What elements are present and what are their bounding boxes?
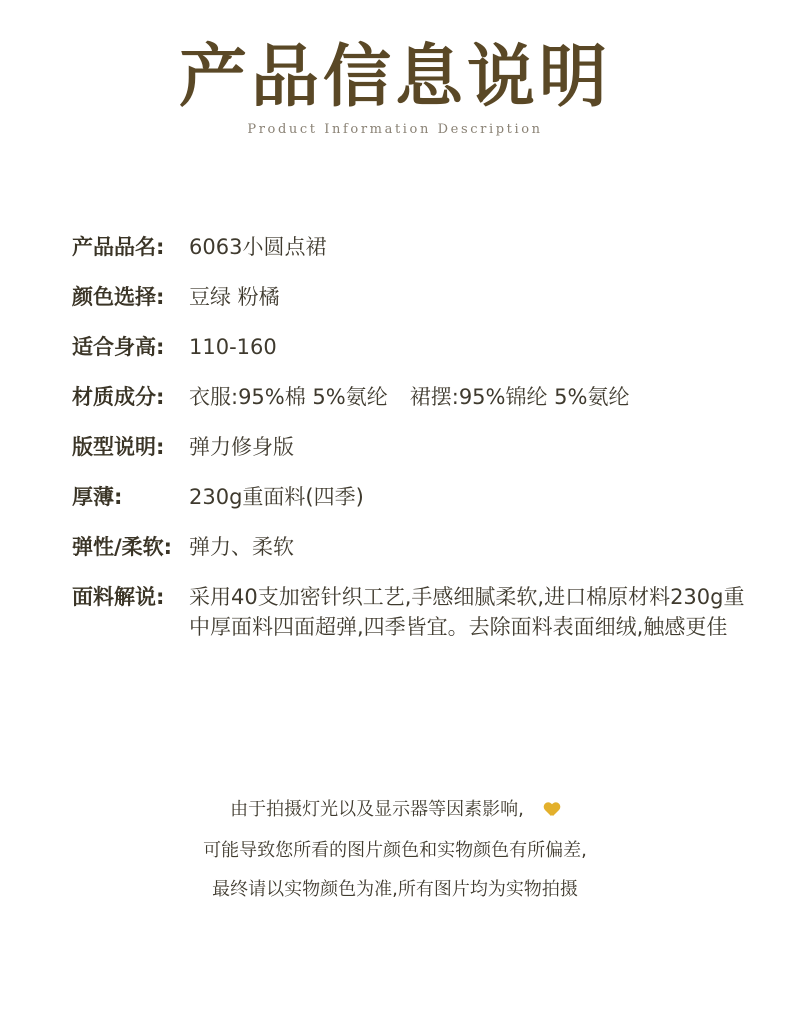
spec-label: 材质成分: (72, 385, 165, 409)
disclaimer-line-2: 可能导致您所看的图片颜色和实物颜色有所偏差, (203, 840, 587, 861)
spec-value: 豆绿 粉橘 (189, 285, 280, 309)
spec-row-fabric (72, 582, 762, 642)
spec-row-material (72, 382, 762, 432)
heart-icon (544, 803, 560, 817)
spec-row-height (72, 332, 762, 382)
spec-label: 产品品名: (72, 235, 165, 259)
spec-row-fit (72, 432, 762, 482)
spec-value (189, 382, 630, 412)
spec-value-skirt: 裙摆:95%锦纶 5%氨纶 (409, 385, 630, 409)
spec-list (72, 232, 762, 642)
spec-row-thickness (72, 482, 762, 532)
spec-value: 弹力、柔软 (189, 535, 294, 559)
spec-value-top: 衣服:95%棉 5%氨纶 (189, 385, 388, 409)
spec-label: 弹性/柔软: (72, 535, 173, 559)
spec-label: 版型说明: (72, 435, 165, 459)
spec-value: 6063小圆点裙 (189, 235, 327, 259)
disclaimer-text: 由于拍摄灯光以及显示器等因素影响, (230, 799, 524, 820)
spec-label: 厚薄: (72, 485, 123, 509)
spec-label: 颜色选择: (72, 285, 165, 309)
spec-value: 采用40支加密针织工艺,手感细腻柔软,进口棉原材料230g重中厚面料四面超弹,四季皆宜。去除面料表面细绒,触感更佳 (189, 585, 745, 639)
spec-value: 230g重面料(四季) (189, 485, 364, 509)
spec-value: 110-160 (189, 335, 277, 359)
spec-row-elasticity (72, 532, 762, 582)
spec-label: 面料解说: (72, 585, 165, 609)
spec-value: 弹力修身版 (189, 435, 294, 459)
disclaimer-line-3: 最终请以实物颜色为准,所有图片均为实物拍摄 (212, 879, 578, 900)
spec-row-name (72, 232, 762, 282)
page-subtitle: Product Information Description (247, 122, 543, 137)
spec-label: 适合身高: (72, 335, 165, 359)
spec-row-color (72, 282, 762, 332)
disclaimer-line-1 (0, 797, 790, 823)
page-title: 产品信息说明 (178, 38, 611, 117)
